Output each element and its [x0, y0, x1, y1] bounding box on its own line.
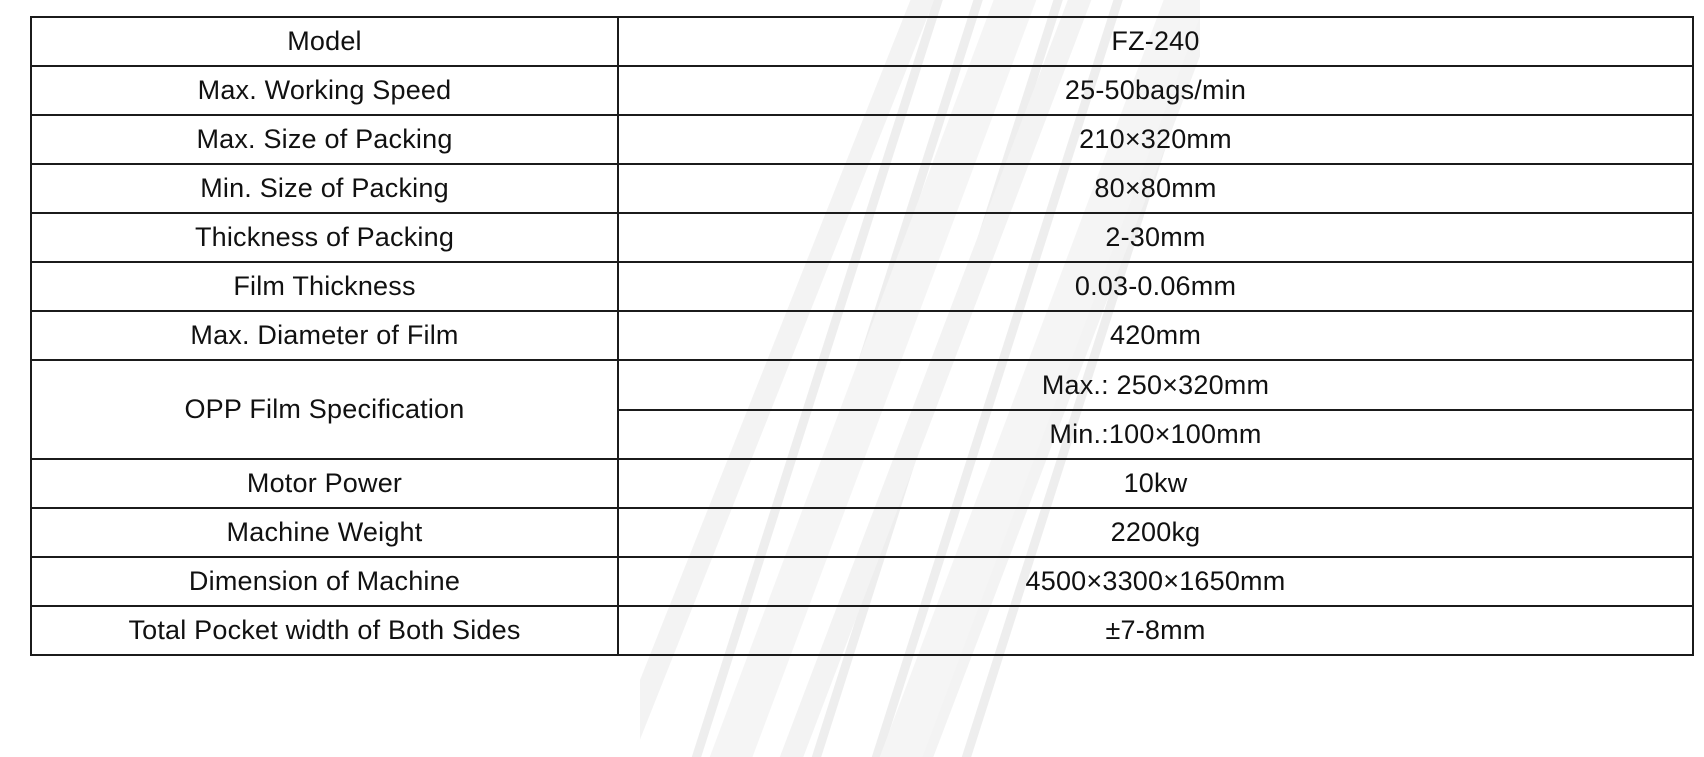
row-value: 420mm	[1109, 320, 1202, 350]
row-label-cell	[31, 459, 618, 508]
row-label-cell	[31, 115, 618, 164]
row-label: Model	[287, 26, 362, 56]
row-value: 210×320mm	[1079, 124, 1232, 154]
row-value-cell	[618, 213, 1693, 262]
row-value-cell	[618, 557, 1693, 606]
row-value-cell	[618, 115, 1693, 164]
row-value: 80×80mm	[1094, 173, 1217, 203]
row-label: Film Thickness	[233, 271, 416, 301]
row-value-cell	[618, 164, 1693, 213]
opp-film-subtable	[619, 362, 1692, 458]
row-value-cell-grouped	[618, 360, 1693, 459]
row-value-cell	[618, 508, 1693, 557]
table-row	[31, 311, 1693, 360]
row-label: OPP Film Specification	[184, 394, 465, 424]
row-label: Machine Weight	[226, 517, 423, 547]
row-label-cell	[31, 508, 618, 557]
row-value: 2200kg	[1110, 517, 1201, 547]
row-label-cell	[31, 213, 618, 262]
row-label: Max. Diameter of Film	[190, 320, 459, 350]
row-value-cell	[618, 262, 1693, 311]
subtable-row-min	[619, 410, 1692, 458]
row-label-cell	[31, 164, 618, 213]
row-label: Total Pocket width of Both Sides	[128, 615, 521, 645]
row-label-cell	[31, 66, 618, 115]
table-row	[31, 164, 1693, 213]
row-label-cell	[31, 311, 618, 360]
row-value: 4500×3300×1650mm	[1025, 566, 1286, 596]
specifications-table-container	[30, 16, 1690, 656]
row-label: Max. Size of Packing	[196, 124, 453, 154]
table-row-opp-film	[31, 360, 1693, 459]
table-row	[31, 459, 1693, 508]
table-row	[31, 262, 1693, 311]
row-label: Max. Working Speed	[197, 75, 452, 105]
row-value-cell	[618, 17, 1693, 66]
table-row	[31, 606, 1693, 655]
row-value-cell	[618, 606, 1693, 655]
row-value-max: Max.: 250×320mm	[1041, 369, 1270, 400]
table-row	[31, 213, 1693, 262]
row-value-cell	[618, 459, 1693, 508]
row-label-cell	[31, 606, 618, 655]
subrow-value-cell	[619, 362, 1692, 410]
row-value-cell	[618, 66, 1693, 115]
row-value: 25-50bags/min	[1064, 75, 1247, 105]
row-label: Min. Size of Packing	[200, 173, 449, 203]
row-value: FZ-240	[1111, 26, 1200, 56]
row-value: 2-30mm	[1105, 222, 1206, 252]
row-label: Motor Power	[246, 468, 403, 498]
row-value-cell	[618, 311, 1693, 360]
table-row	[31, 557, 1693, 606]
specifications-table	[30, 16, 1694, 656]
row-label-cell	[31, 262, 618, 311]
row-value: ±7-8mm	[1105, 615, 1206, 645]
row-label-cell	[31, 557, 618, 606]
row-value-min: Min.:100×100mm	[1049, 418, 1262, 449]
row-label-cell	[31, 360, 618, 459]
subtable-row-max	[619, 362, 1692, 410]
table-row	[31, 115, 1693, 164]
row-label-cell	[31, 17, 618, 66]
row-value: 0.03-0.06mm	[1074, 271, 1237, 301]
row-label: Dimension of Machine	[188, 566, 461, 596]
table-row	[31, 66, 1693, 115]
table-row	[31, 17, 1693, 66]
row-value: 10kw	[1123, 468, 1188, 498]
row-label: Thickness of Packing	[194, 222, 455, 252]
table-row	[31, 508, 1693, 557]
subrow-value-cell	[619, 410, 1692, 458]
